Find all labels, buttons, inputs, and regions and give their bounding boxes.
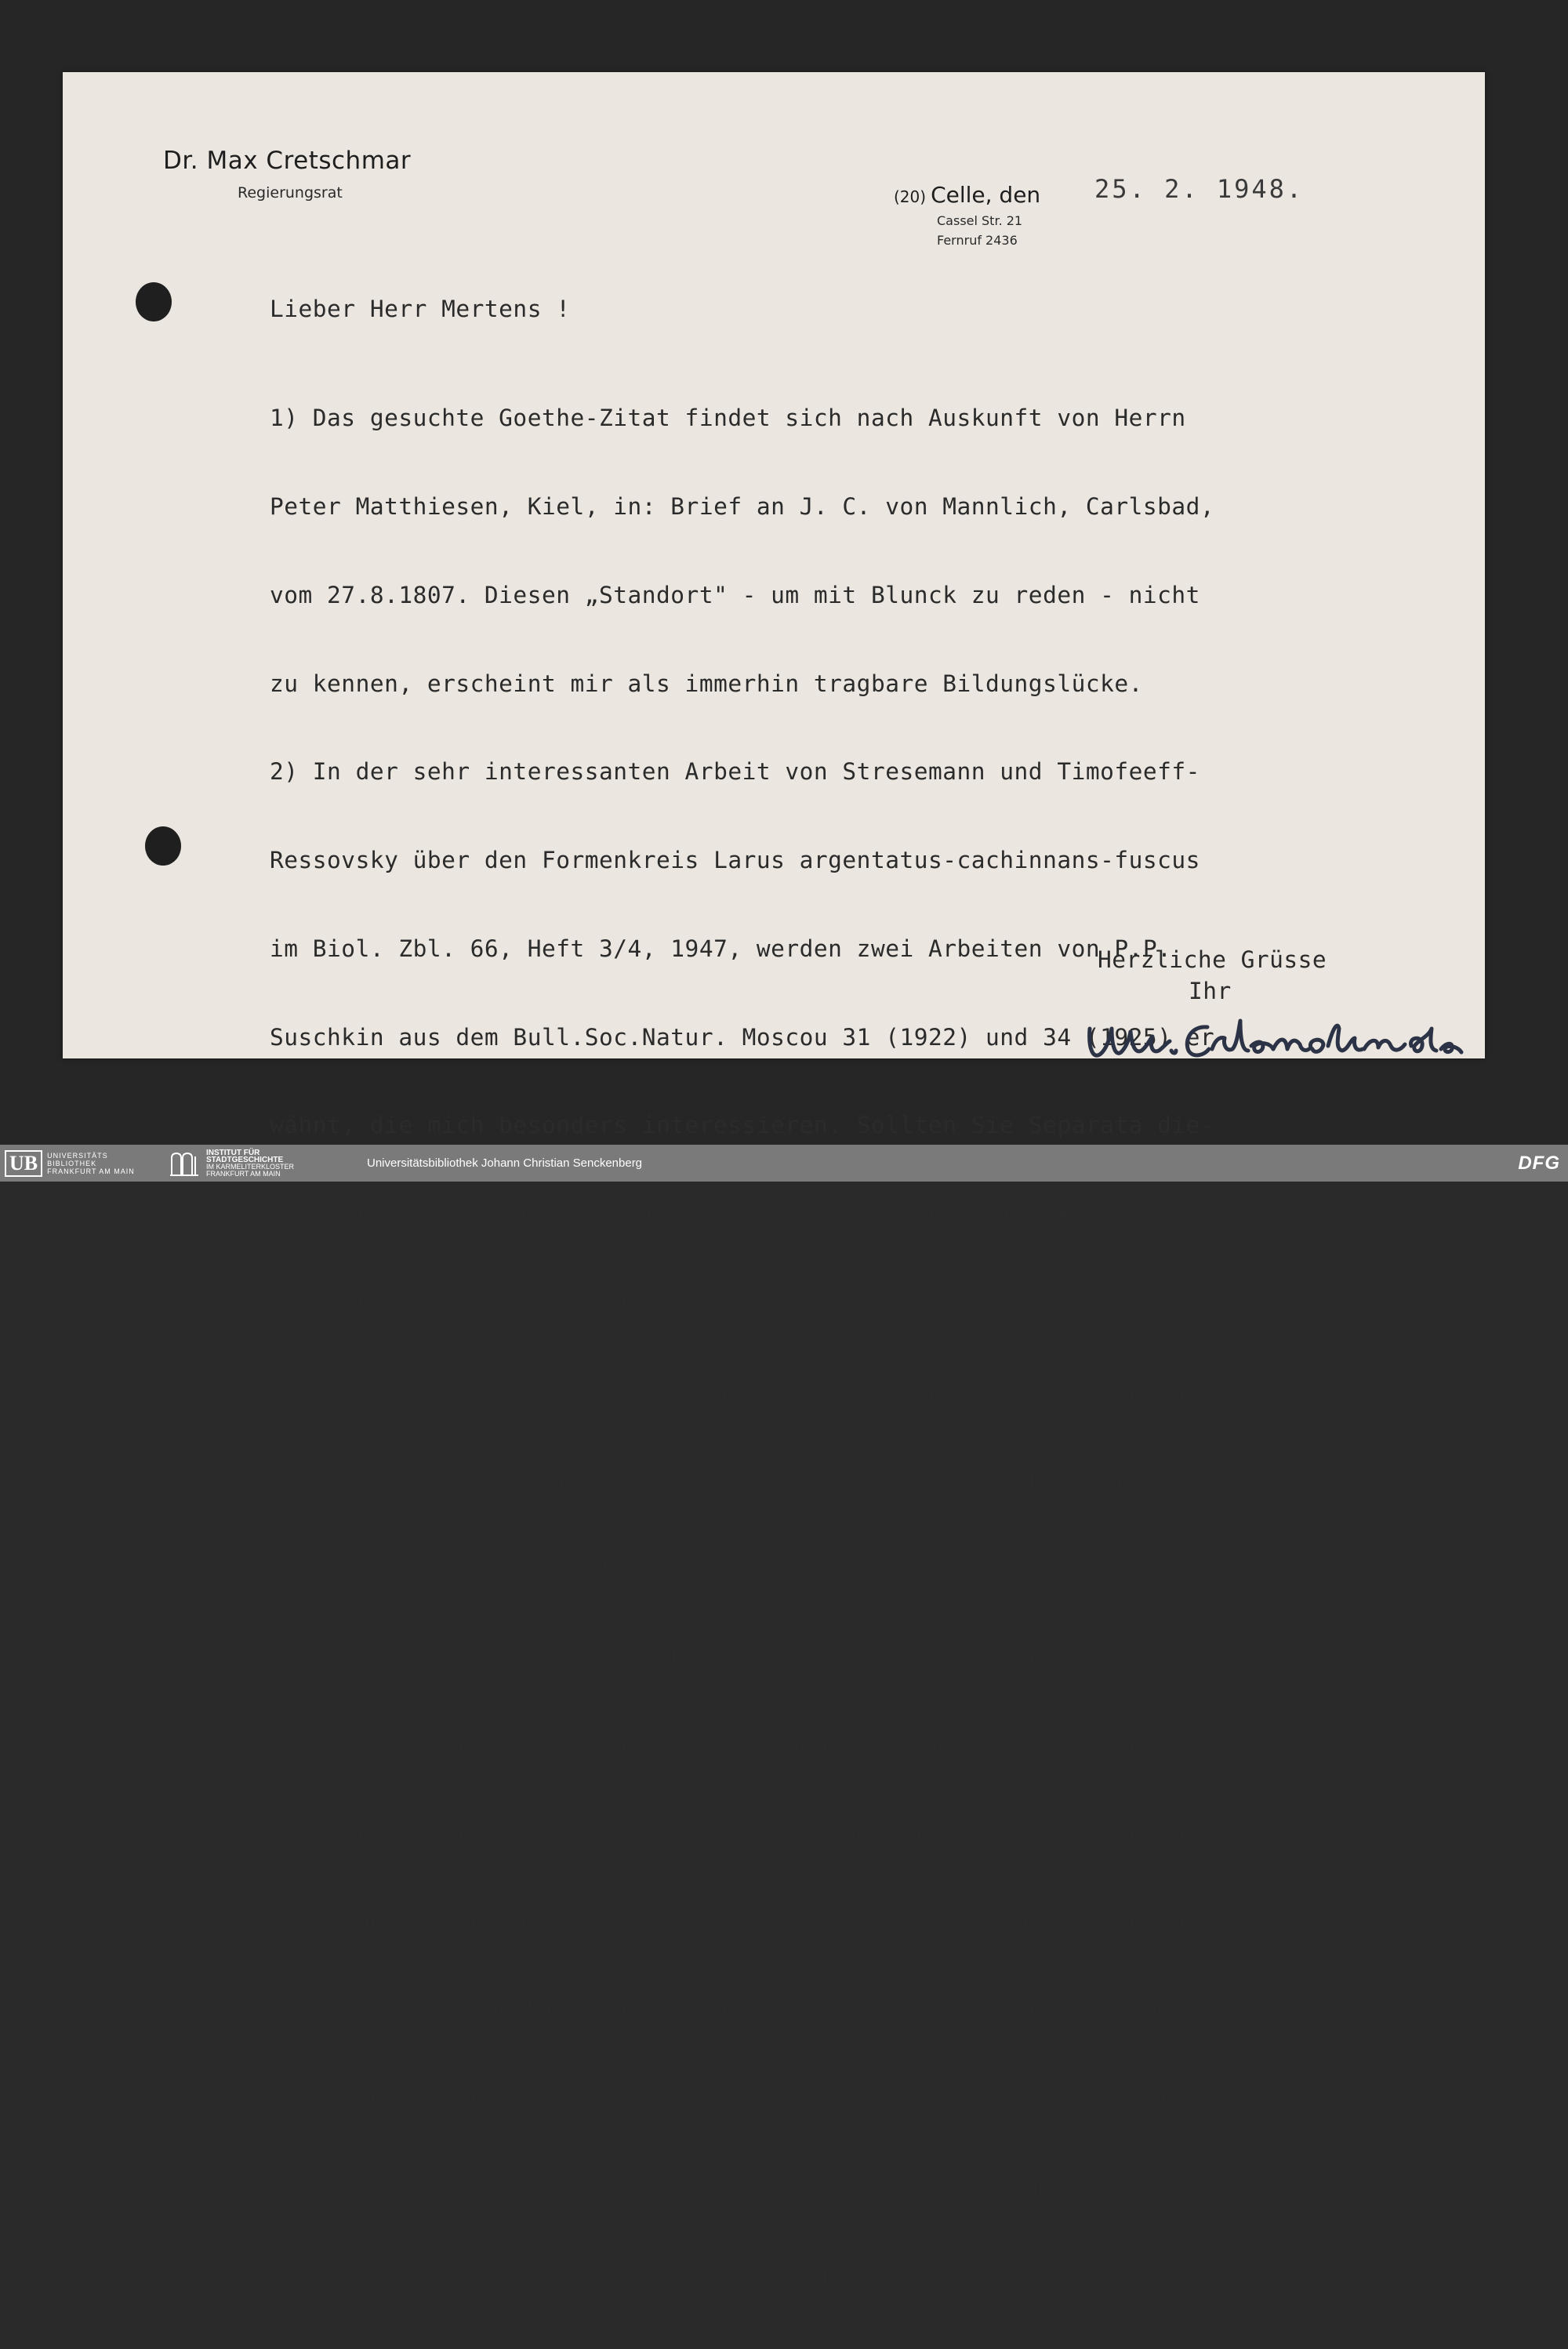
body-line: vom 27.8.1807. Diesen „Standort" - um mit Blunck zu reden - nicht (270, 581, 1200, 608)
phone-number: Fernruf 2436 (937, 233, 1018, 248)
body-line: wähnt, die mich besonders interessieren. Sollten Sie Separata die- (270, 1112, 1215, 1139)
ub-logo-text (47, 1152, 135, 1175)
ub-logo-mark: UB (5, 1150, 42, 1177)
body-line: zu kennen, erscheint mir als immerhin tragbare Bildungslücke. (270, 670, 1143, 697)
ifs-logo-line: IM KARMELITERKLOSTER (206, 1163, 295, 1171)
body-line: ten hin aufkreuzt. Er ist hier bei der Niedersächsischen Serum- und (270, 1465, 1229, 1493)
ub-frankfurt-logo[interactable] (5, 1151, 135, 1176)
letter-date: 25. 2. 1948. (1094, 174, 1305, 204)
body-line: se Überlassung aufrichtig dankbar. (270, 1289, 757, 1316)
handwritten-signature (1074, 1005, 1482, 1076)
body-line: 2) In der sehr interessanten Arbeit von Stresemann und Timofeeff- (270, 758, 1200, 786)
library-caption: Universitätsbibliothek Johann Christian Senckenberg (367, 1156, 643, 1170)
place-name: Celle, den (931, 182, 1041, 208)
dfg-logo[interactable]: DFG (1518, 1153, 1560, 1174)
body-line: ser Veröffentlichungen besitzen, so wäre ich Ihnen für kurze leihwei- (270, 1200, 1258, 1228)
body-line: Arzneimittel-Fabrik, Celle, als Schlangenpfleger und -entgifter ange- (270, 1554, 1258, 1581)
salutation: Lieber Herr Mertens ! (270, 296, 571, 322)
letter-body (270, 345, 1258, 2349)
body-line: Ressovsky über den Formenkreis Larus argentatus-cachinnans-fuscus (270, 847, 1200, 874)
body-line: empfehlen mit dem Hintergedanken, daß er sich sicher bereitfinden (270, 1996, 1200, 2024)
body-line: aus dem hiesigen Gebiet zu verschaffen, so daß bei dem Interview (270, 2173, 1186, 2200)
ub-logo-line: BIBLIOTHEK (47, 1160, 97, 1167)
ifs-logo-text (206, 1149, 294, 1178)
body-line: wird, Ihnen eine Serie Kreuzottern und wohl auch anderer Reptilien (270, 2085, 1215, 2112)
punch-hole-bottom (145, 826, 181, 866)
body-line: - will z.B. Kreuzottern gezüchtet haben - und möchte sich näher in- (270, 1730, 1229, 1758)
body-line: doch auch für Sie etwas herauskommen dürfte. (270, 2261, 900, 2289)
place-line (894, 182, 1040, 208)
body-line: 3) Es ist möglich, daß bei Ihnen ein Herr Steinbrink auf mein Anra- (270, 1377, 1229, 1404)
archive-footer-bar (0, 1145, 1568, 1182)
body-line: formieren über die Entgiftungsverfahren bei grösseren Giftschlangen, (270, 1819, 1243, 1846)
ub-logo-line: FRANKFURT AM MAIN (47, 1167, 135, 1175)
body-line: stellt, hat sich früher als Liebhaber schon mit Schlangen abgegeben (270, 1643, 1229, 1670)
punch-hole-top (136, 282, 172, 321)
closing-greeting: Herzliche Grüsse (1098, 946, 1327, 973)
ifs-logo-line: STADTGESCHICHTE (206, 1156, 284, 1164)
body-line: Suschkin aus dem Bull.Soc.Natur. Moscou 31 (1922) und 34 (1925) er- (270, 1023, 1229, 1051)
columns-icon (169, 1150, 200, 1177)
sender-name: Dr. Max Cretschmar (163, 147, 412, 175)
closing-word: Ihr (1189, 978, 1232, 1004)
ifs-logo-line: FRANKFURT AM MAIN (206, 1170, 281, 1178)
body-line: im Biol. Zbl. 66, Heft 3/4, 1947, werden zwei Arbeiten von P.P. (270, 935, 1172, 962)
institut-stadtgeschichte-logo[interactable] (169, 1149, 294, 1178)
postal-code: (20) (894, 187, 927, 206)
ifs-logo-line: INSTITUT FÜR (206, 1149, 260, 1157)
sender-title: Regierungsrat (238, 184, 343, 201)
body-line: Peter Matthiesen, Kiel, in: Brief an J. C. von Mannlich, Carlsbad, (270, 492, 1215, 520)
body-line: z.B. Kobras. Ich habe mir erlaubt, ihm einen Besuch bei Ihnen zu (270, 1908, 1186, 1935)
ub-logo-line: UNIVERSITÄTS (47, 1152, 108, 1160)
street-address: Cassel Str. 21 (937, 213, 1023, 228)
body-line: 1) Das gesuchte Goethe-Zitat findet sich nach Auskunft von Herrn (270, 405, 1186, 432)
